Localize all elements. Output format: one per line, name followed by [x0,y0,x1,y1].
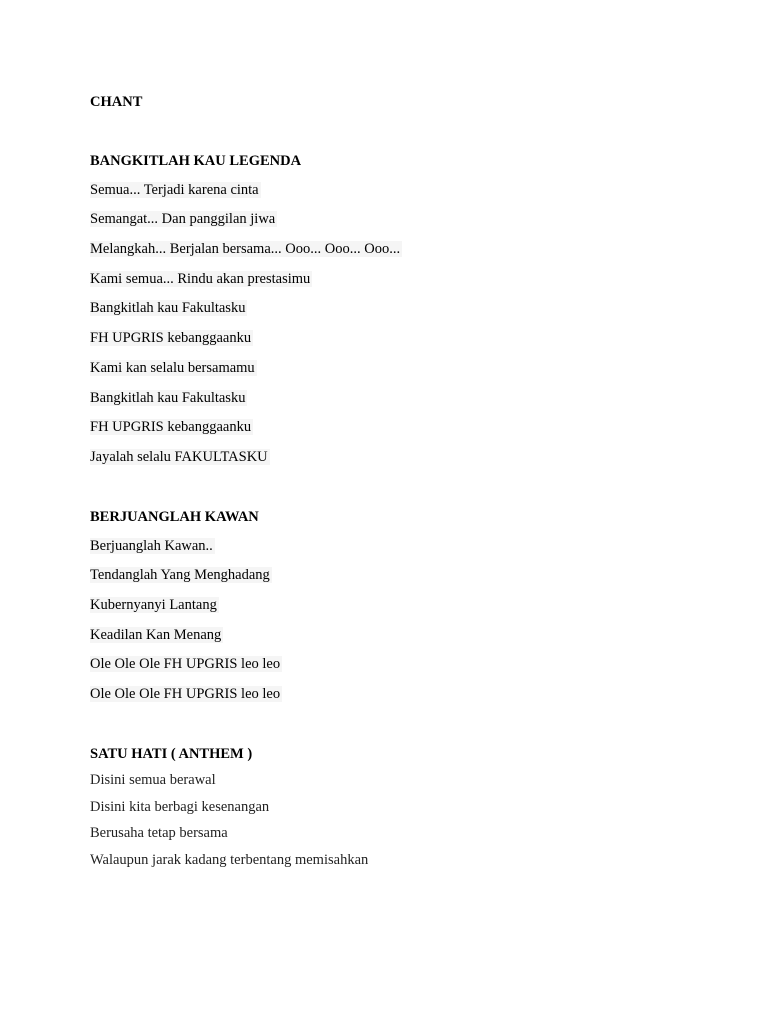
lyric-line: Keadilan Kan Menang [90,626,222,643]
lyric-line: Disini semua berawal [90,771,216,788]
section-heading: BANGKITLAH KAU LEGENDA [90,153,302,169]
lyrics-list [90,537,710,703]
lyric-line: Bangkitlah kau Fakultasku [90,300,246,317]
lyric-line: Berusaha tetap bersama [90,825,228,842]
lyric-line: Kami kan selalu bersamamu [90,359,255,376]
lyric-line: FH UPGRIS kebanggaanku [90,330,252,347]
lyric-line: Bangkitlah kau Fakultasku [90,389,246,406]
lyric-line: Ole Ole Ole FH UPGRIS leo leo [90,656,281,673]
section-bangkitlah-kau-legenda [90,153,710,466]
section-heading: SATU HATI ( ANTHEM ) [90,746,253,762]
section-berjuanglah-kawan [90,509,710,703]
lyric-line: Semua... Terjadi karena cinta [90,181,259,198]
section-heading: BERJUANGLAH KAWAN [90,508,259,525]
lyric-line: Tendanglah Yang Menghadang [90,567,270,584]
lyric-line: Ole Ole Ole FH UPGRIS leo leo [90,686,281,702]
lyrics-list [90,771,710,869]
lyric-line: Melangkah... Berjalan bersama... Ooo... Ooo... Ooo... [90,241,401,258]
lyric-line: Jayalah selalu FAKULTASKU [90,448,268,465]
lyric-line: FH UPGRIS kebanggaanku [90,419,252,436]
lyric-line: Kami semua... Rindu akan prestasimu [90,270,311,287]
lyric-line: Kubernyanyi Lantang [90,596,217,613]
lyric-line: Berjuanglah Kawan.. [90,537,213,554]
lyric-line: Walaupun jarak kadang terbentang memisahkan [90,852,369,869]
document-title: CHANT [90,94,143,110]
section-satu-hati-anthem [90,746,710,869]
lyric-line: Semangat... Dan panggilan jiwa [90,211,276,228]
lyrics-list [90,181,710,466]
lyric-line: Disini kita berbagi kesenangan [90,798,270,815]
document-page [90,94,710,912]
